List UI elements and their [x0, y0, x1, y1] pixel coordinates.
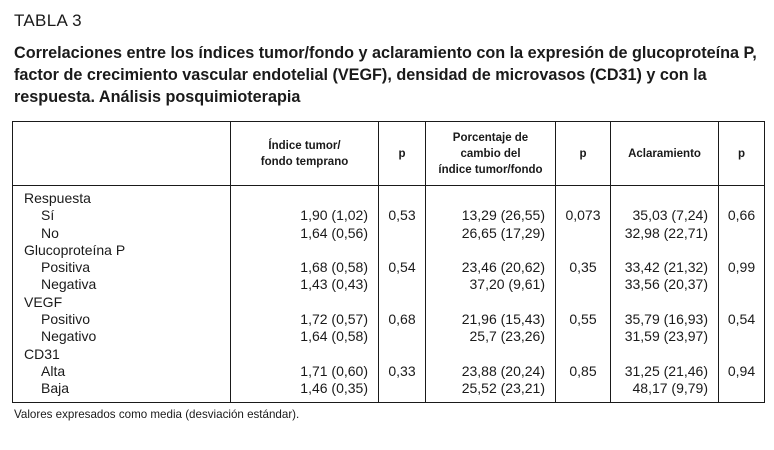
header-empty: [13, 122, 231, 186]
aclaramiento-value: 31,25 (21,46): [611, 363, 719, 380]
row-label: Sí: [13, 207, 231, 224]
header-line: Índice tumor/: [268, 139, 341, 152]
table-row: [13, 363, 765, 380]
p-value: [556, 225, 611, 242]
empty-cell: [231, 242, 379, 259]
p-value: [719, 225, 765, 242]
empty-cell: [556, 186, 611, 208]
indice-value: 1,43 (0,43): [231, 276, 379, 293]
p-value: [379, 276, 426, 293]
p-value: [719, 276, 765, 293]
row-label: Positivo: [13, 311, 231, 328]
header-p: p: [556, 122, 611, 186]
aclaramiento-value: 31,59 (23,97): [611, 328, 719, 345]
p-value: 0,99: [719, 259, 765, 276]
indice-value: 1,72 (0,57): [231, 311, 379, 328]
empty-cell: [379, 242, 426, 259]
p-value: 0,55: [556, 311, 611, 328]
data-table: [12, 121, 765, 403]
porcentaje-value: 37,20 (9,61): [426, 276, 556, 293]
table-row: [13, 311, 765, 328]
indice-value: 1,64 (0,56): [231, 225, 379, 242]
porcentaje-value: 23,88 (20,24): [426, 363, 556, 380]
porcentaje-value: 26,65 (17,29): [426, 225, 556, 242]
header-line: cambio del: [460, 147, 521, 160]
empty-cell: [611, 242, 719, 259]
porcentaje-value: 13,29 (26,55): [426, 207, 556, 224]
table-title: Correlaciones entre los índices tumor/fondo y aclaramiento con la expresión de glucoproteína P, factor de crecimiento vascular endotelial (VEGF), densidad de microvasos (CD31) y con la respuesta. Análisis posquimioterapia: [14, 44, 757, 106]
group-row: [13, 294, 765, 311]
empty-cell: [426, 294, 556, 311]
header-p: p: [719, 122, 765, 186]
group-row: [13, 242, 765, 259]
empty-cell: [719, 346, 765, 363]
table-row: [13, 276, 765, 293]
header-p: p: [379, 122, 426, 186]
header-line: Porcentaje de: [452, 131, 529, 144]
group-row: [13, 346, 765, 363]
empty-cell: [231, 186, 379, 208]
aclaramiento-value: 33,56 (20,37): [611, 276, 719, 293]
row-label: Negativo: [13, 328, 231, 345]
table-row: [13, 328, 765, 345]
indice-value: 1,71 (0,60): [231, 363, 379, 380]
p-value: 0,94: [719, 363, 765, 380]
indice-value: 1,46 (0,35): [231, 380, 379, 402]
empty-cell: [379, 346, 426, 363]
p-value: [719, 380, 765, 402]
header-line: índice tumor/fondo: [438, 163, 543, 176]
empty-cell: [719, 242, 765, 259]
p-value: 0,53: [379, 207, 426, 224]
empty-cell: [426, 186, 556, 208]
empty-cell: [556, 346, 611, 363]
p-value: [719, 328, 765, 345]
table-row: [13, 259, 765, 276]
empty-cell: [556, 294, 611, 311]
p-value: [379, 328, 426, 345]
porcentaje-value: 23,46 (20,62): [426, 259, 556, 276]
aclaramiento-value: 35,03 (7,24): [611, 207, 719, 224]
aclaramiento-value: 32,98 (22,71): [611, 225, 719, 242]
indice-value: 1,64 (0,58): [231, 328, 379, 345]
porcentaje-value: 21,96 (15,43): [426, 311, 556, 328]
footnote: Valores expresados como media (desviación estándar).: [14, 408, 300, 421]
p-value: [556, 328, 611, 345]
empty-cell: [556, 242, 611, 259]
header-line: fondo temprano: [260, 155, 349, 168]
table-row: [13, 380, 765, 402]
empty-cell: [231, 346, 379, 363]
p-value: 0,54: [719, 311, 765, 328]
group-label: Respuesta: [13, 186, 231, 208]
empty-cell: [719, 186, 765, 208]
p-value: [379, 225, 426, 242]
empty-cell: [379, 186, 426, 208]
row-label: Negativa: [13, 276, 231, 293]
p-value: 0,35: [556, 259, 611, 276]
group-label: VEGF: [13, 294, 231, 311]
indice-value: 1,68 (0,58): [231, 259, 379, 276]
p-value: 0,68: [379, 311, 426, 328]
p-value: 0,85: [556, 363, 611, 380]
row-label: No: [13, 225, 231, 242]
table-label: TABLA 3: [14, 11, 82, 30]
row-label: Alta: [13, 363, 231, 380]
porcentaje-value: 25,52 (23,21): [426, 380, 556, 402]
header-aclaramiento: Aclaramiento: [611, 122, 719, 186]
p-value: 0,33: [379, 363, 426, 380]
empty-cell: [379, 294, 426, 311]
aclaramiento-value: 33,42 (21,32): [611, 259, 719, 276]
table-row: [13, 225, 765, 242]
row-label: Baja: [13, 380, 231, 402]
p-value: [379, 380, 426, 402]
header-porcentaje-cambio: [426, 122, 556, 186]
empty-cell: [719, 294, 765, 311]
header-row: [13, 122, 765, 186]
group-label: Glucoproteína P: [13, 242, 231, 259]
group-label: CD31: [13, 346, 231, 363]
table-body: [13, 186, 765, 403]
aclaramiento-value: 35,79 (16,93): [611, 311, 719, 328]
aclaramiento-value: 48,17 (9,79): [611, 380, 719, 402]
empty-cell: [426, 242, 556, 259]
p-value: 0,54: [379, 259, 426, 276]
empty-cell: [611, 346, 719, 363]
table-row: [13, 207, 765, 224]
p-value: [556, 276, 611, 293]
p-value: 0,66: [719, 207, 765, 224]
empty-cell: [231, 294, 379, 311]
empty-cell: [611, 294, 719, 311]
empty-cell: [611, 186, 719, 208]
p-value: 0,073: [556, 207, 611, 224]
p-value: [556, 380, 611, 402]
group-row: [13, 186, 765, 208]
indice-value: 1,90 (1,02): [231, 207, 379, 224]
header-indice-temprano: [231, 122, 379, 186]
empty-cell: [426, 346, 556, 363]
porcentaje-value: 25,7 (23,26): [426, 328, 556, 345]
row-label: Positiva: [13, 259, 231, 276]
